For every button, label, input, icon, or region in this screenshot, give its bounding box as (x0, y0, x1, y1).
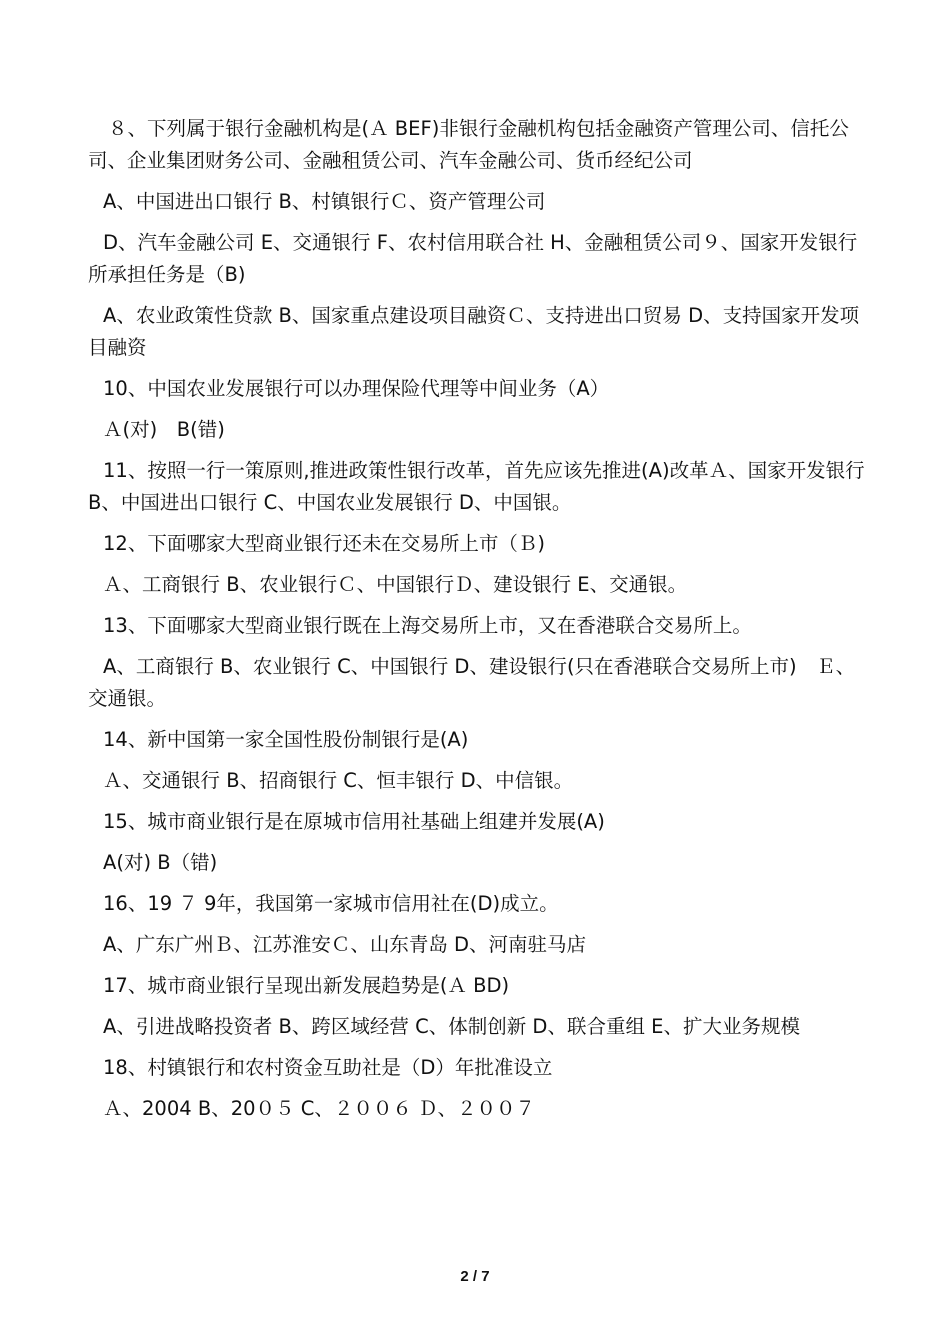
question-8-options-a: A、中国进出口银行 B、村镇银行Ｃ、资产管理公司 (103, 190, 546, 213)
question-12: 12、下面哪家大型商业银行还未在交易所上市（Ｂ) (103, 532, 545, 555)
page-number: 2 / 7 (460, 1268, 490, 1285)
question-9-options: A、农业政策性贷款 B、国家重点建设项目融资Ｃ、支持进出口贸易 D、支持国家开发项目融资 (88, 304, 860, 359)
question-17: 17、城市商业银行呈现出新发展趋势是(Ａ BD) (103, 974, 510, 997)
question-11: 11、按照一行一策原则,推进政策性银行改革，首先应该先推进(A)改革Ａ、国家开发银行 B、中国进出口银行 C、中国农业发展银行 D、中国银。 (88, 459, 871, 514)
question-8: ８、下列属于银行金融机构是(Ａ BEF)非银行金融机构包括金融资产管理公司、信托公司、企业集团财务公司、金融租赁公司、汽车金融公司、货币经纪公司 (88, 117, 849, 172)
question-14-options: Ａ、交通银行 B、招商银行 C、恒丰银行 D、中信银。 (103, 769, 574, 792)
question-15: 15、城市商业银行是在原城市信用社基础上组建并发展(A) (103, 810, 605, 833)
question-15-options: A(对) B（错) (103, 851, 218, 874)
question-17-options: A、引进战略投资者 B、跨区域经营 C、体制创新 D、联合重组 E、扩大业务规模 (103, 1015, 800, 1038)
question-14: 14、新中国第一家全国性股份制银行是(A) (103, 728, 469, 751)
question-13-options: A、工商银行 B、农业银行 C、中国银行 D、建设银行(只在香港联合交易所上市) Ｅ、交通银。 (88, 655, 856, 710)
question-8-options-d-question-9: D、汽车金融公司 E、交通银行 F、农村信用联合社 H、金融租赁公司９、国家开发银行所承担任务是（B) (88, 231, 858, 286)
question-13: 13、下面哪家大型商业银行既在上海交易所上市，又在香港联合交易所上。 (103, 614, 752, 637)
question-10-options: Ａ(对) B(错) (103, 418, 225, 441)
question-18: 18、村镇银行和农村资金互助社是（D）年批准设立 (103, 1056, 553, 1079)
question-16: 16、19 ７ 9年，我国第一家城市信用社在(D)成立。 (103, 892, 559, 915)
question-12-options: Ａ、工商银行 B、农业银行Ｃ、中国银行Ｄ、建设银行 E、交通银。 (103, 573, 688, 596)
question-16-options: A、广东广州Ｂ、江苏淮安Ｃ、山东青岛 D、河南驻马店 (103, 933, 587, 956)
question-10: 10、中国农业发展银行可以办理保险代理等中间业务（A） (103, 377, 610, 400)
question-18-options: Ａ、2004 B、20０５ C、２００６ Ｄ、２００７ (103, 1097, 536, 1120)
document-body (88, 113, 871, 1134)
